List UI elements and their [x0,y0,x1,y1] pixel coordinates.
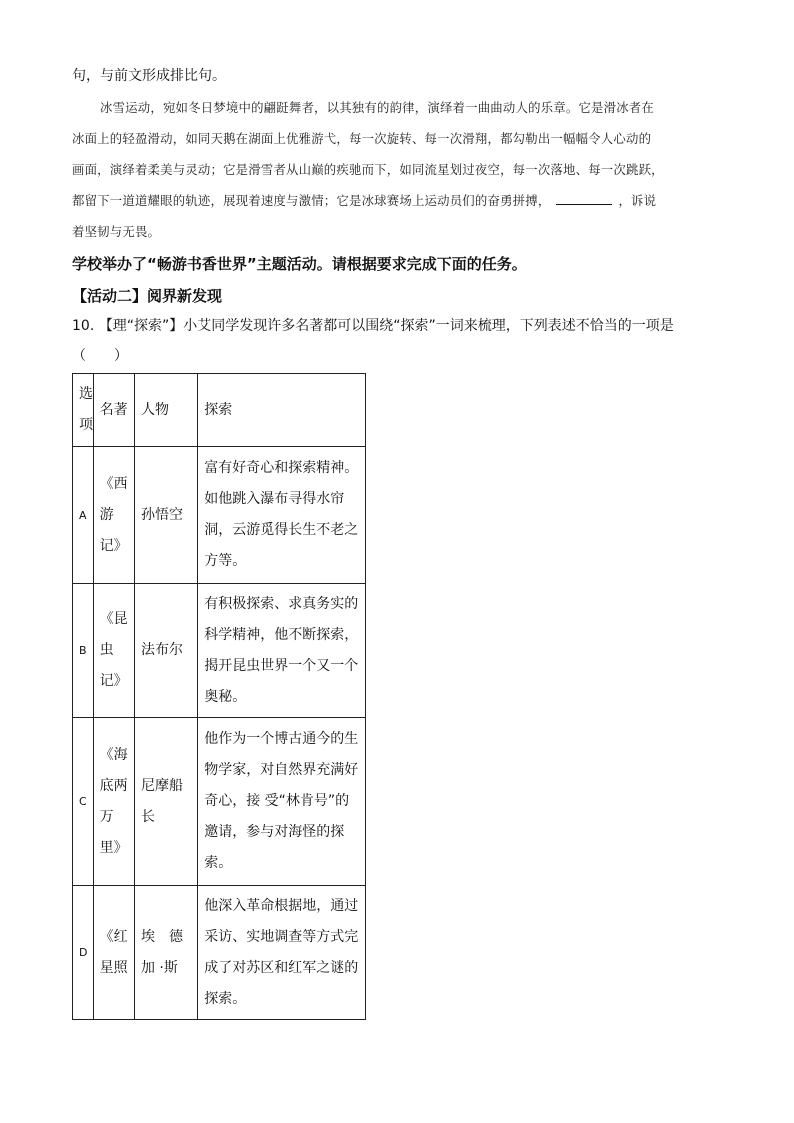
table-header-row [73,374,366,447]
person-name: 法布尔 [134,584,197,718]
option-letter: D [73,886,94,1020]
question-brackets: （ ） [72,348,128,364]
passage-line-4-tail: ，诉说 [618,193,657,208]
option-letter: C [73,718,94,886]
passage-line-2: 冰面上的轻盈滑动，如同天鹅在湖面上优雅游弋，每一次旋转、每一次滑翔，都勾勒出一幅幅令人心动的 [72,131,652,146]
header-exploration: 探索 [198,374,366,447]
book-title: 《西游记》 [93,447,134,584]
passage-line-4-text: 都留下一道道耀眼的轨迹，展现着速度与激情；它是冰球赛场上运动员们的奋勇拼搏， [72,193,551,208]
exploration-text: 富有好奇心和探索精神。如他跳入瀑布寻得水帘洞，云游觅得长生不老之方等。 [198,447,366,584]
header-person: 人物 [134,374,197,447]
passage-line-5: 着坚韧与无畏。 [72,224,161,239]
exploration-text: 他作为一个博古通今的生物学家，对自然界充满好奇心，接 受“林肯号”的邀请，参与对海怪的探索。 [198,718,366,886]
passage-line-1: 冰雪运动，宛如冬日梦境中的翩跹舞者，以其独有的韵律，演绎着一曲曲动人的乐章。它是滑冰者在 [100,100,654,115]
option-letter: B [73,584,94,718]
book-title: 《海底两万里》 [93,718,134,886]
school-activity-instruction: 学校举办了“畅游书香世界”主题活动。请根据要求完成下面的任务。 [72,255,527,273]
passage-line-4 [72,191,656,211]
exploration-text: 他深入革命根据地，通过采访、实地调查等方式完成了对苏区和红军之谜的探索。 [198,886,366,1020]
activity-heading: 【活动二】阅界新发现 [72,287,223,305]
exploration-text: 有积极探索、求真务实的科学精神，他不断探索，揭开昆虫世界一个又一个奥秘。 [198,584,366,718]
person-name: 埃 德加 ·斯 [134,886,197,1020]
person-name: 孙悟空 [134,447,197,584]
passage-line-3: 画面，演绎着柔美与灵动；它是滑雪者从山巅的疾驰而下，如同流星划过夜空，每一次落地、每一次跳跃， [72,162,664,177]
answer-blank[interactable] [556,192,612,205]
table-row [73,886,366,1020]
table-row [73,447,366,584]
book-title: 《红星照 [93,886,134,1020]
header-book: 名著 [93,374,134,447]
person-name: 尼摩船长 [134,718,197,886]
options-table [72,373,366,1020]
header-option: 选项 [73,374,94,447]
intro-line: 句，与前文形成排比句。 [72,68,226,84]
table-row [73,584,366,718]
option-letter: A [73,447,94,584]
book-title: 《昆虫记》 [93,584,134,718]
question-stem: 10. 【理“探索”】小艾同学发现许多名著都可以围绕“探索”一词来梳理，下列表述不恰当的一项是 [72,318,674,334]
table-row [73,718,366,886]
